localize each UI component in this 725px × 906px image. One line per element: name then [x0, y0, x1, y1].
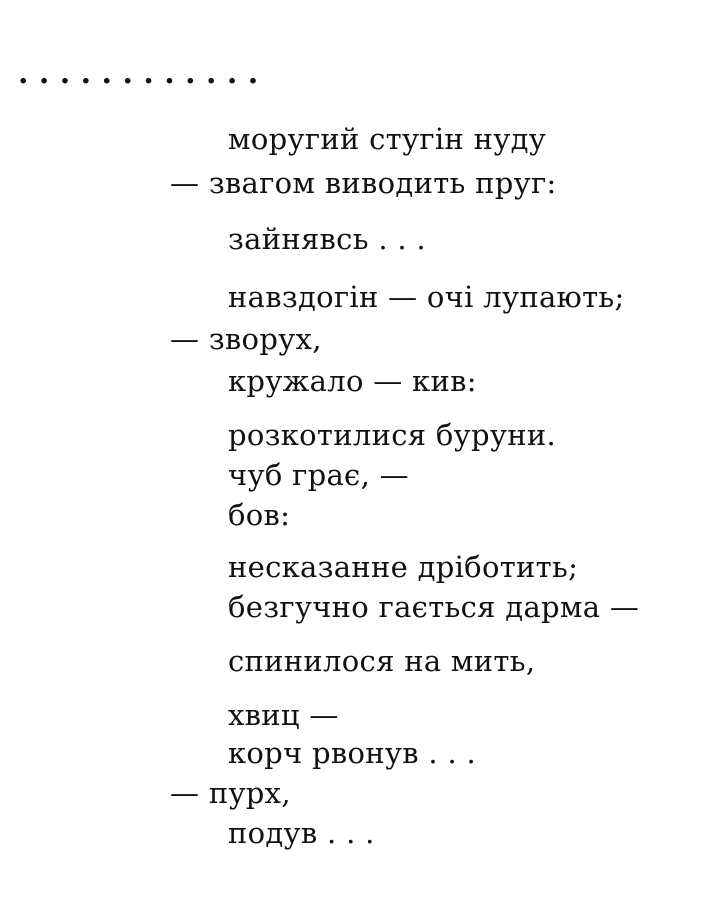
- poem-line: корч рвонув . . .: [228, 736, 477, 770]
- poem-line: спинилося на мить,: [228, 644, 536, 678]
- poem-line: моругий стугін нуду: [228, 122, 547, 156]
- poem-line: бов:: [228, 498, 291, 532]
- ellipsis-dots-row: . . . . . . . . . . . .: [18, 56, 259, 91]
- poem-line: несказанне дріботить;: [228, 550, 579, 584]
- poem-line: хвиц —: [228, 698, 339, 732]
- poem-line: подув . . .: [228, 816, 375, 850]
- poem-line: чуб грає, —: [228, 458, 409, 492]
- poem-line: — пурх,: [170, 776, 291, 810]
- poem-line: безгучно гається дарма —: [228, 590, 640, 624]
- poem-line: навздогін — очі лупають;: [228, 280, 625, 314]
- poem-line: розкотилися буруни.: [228, 418, 557, 452]
- poem-line: зайнявсь . . .: [228, 222, 426, 256]
- poem-line: — зворух,: [170, 322, 322, 356]
- poem-line: — звагом виводить пруг:: [170, 166, 557, 200]
- poem-line: кружало — кив:: [228, 364, 477, 398]
